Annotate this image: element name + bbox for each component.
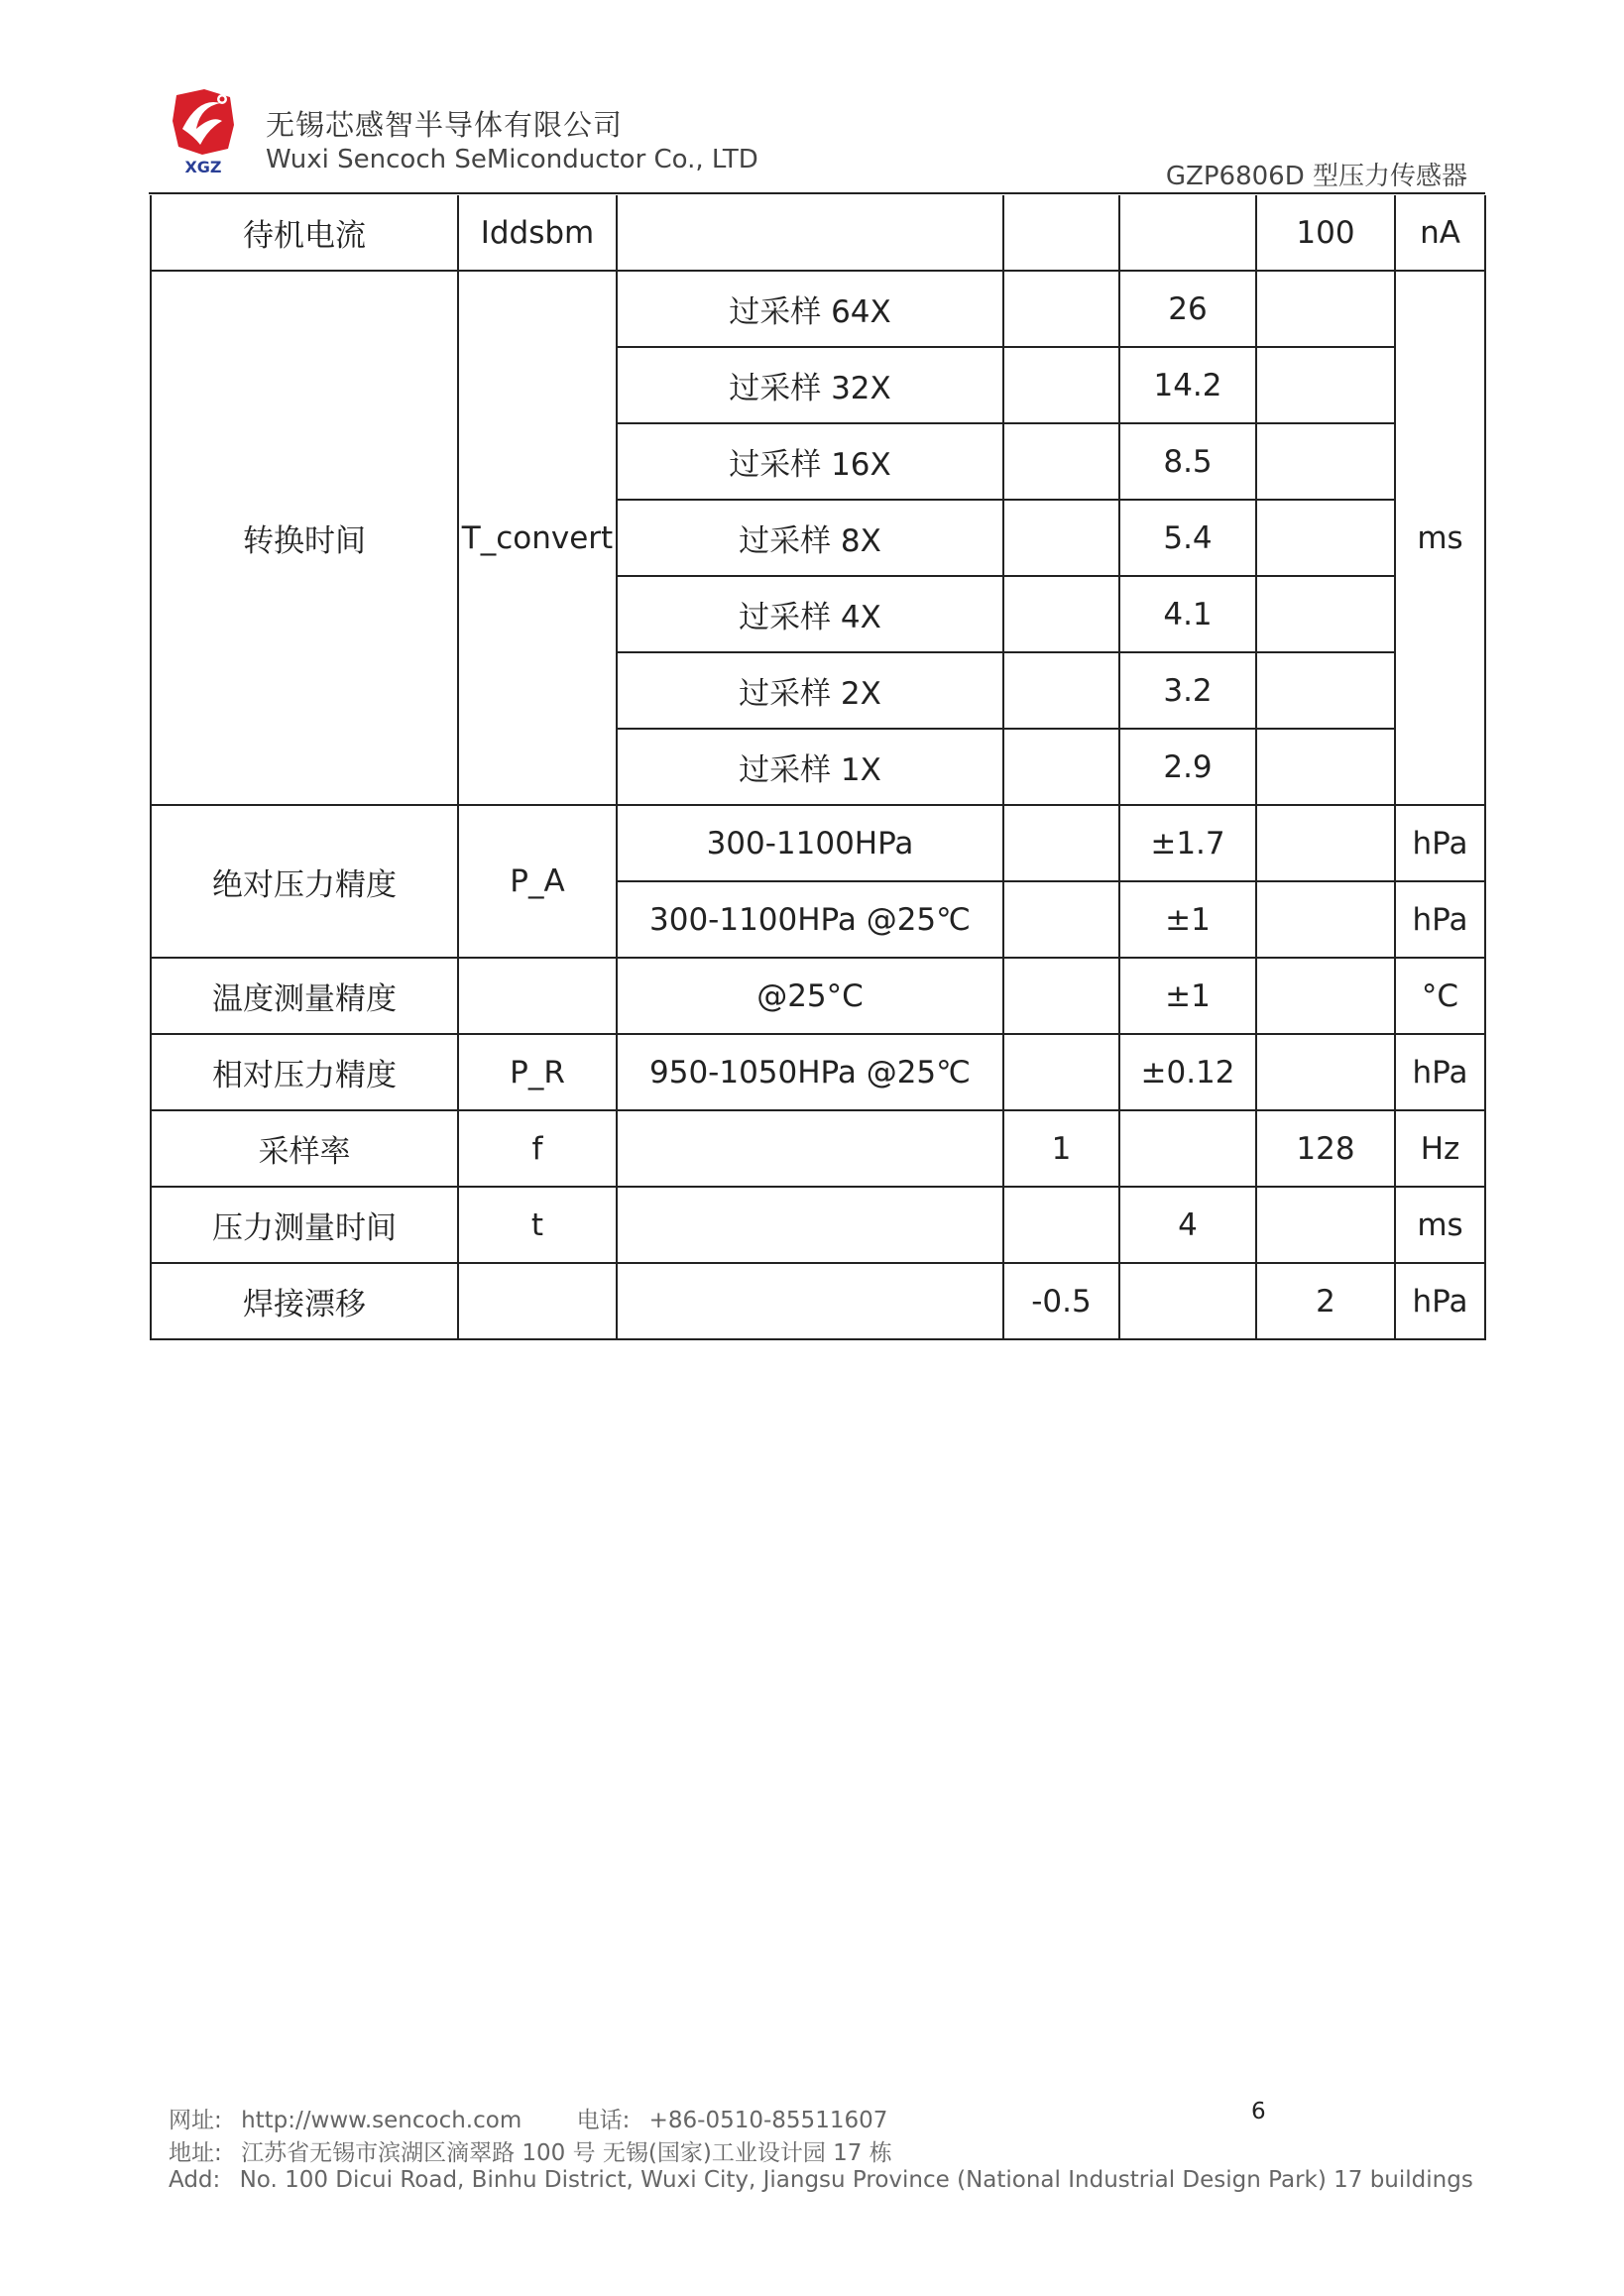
typ-cell: 4.1 (1119, 576, 1256, 652)
address-en: No. 100 Dicui Road, Binhu District, Wuxi City, Jiangsu Province (National Industrial Design Park) 17 buildings (239, 2167, 1473, 2193)
max-cell (1256, 958, 1395, 1034)
symbol-cell (458, 958, 617, 1034)
condition-cell: 300-1100HPa @25℃ (617, 881, 1003, 958)
address-cn: 江苏省无锡市滨湖区滴翠路 100 号 无锡(国家)工业设计园 17 栋 (241, 2140, 892, 2166)
phone-label: 电话: (576, 2108, 631, 2133)
unit-cell: nA (1395, 195, 1485, 271)
min-cell (1003, 1187, 1119, 1263)
param-name: 绝对压力精度 (151, 805, 458, 958)
condition-cell: 过采样 16X (617, 423, 1003, 500)
typ-cell: 3.2 (1119, 652, 1256, 729)
address-cn-label: 地址: (169, 2140, 222, 2166)
min-cell (1003, 271, 1119, 347)
unit-cell: °C (1395, 958, 1485, 1034)
condition-cell: 过采样 1X (617, 729, 1003, 805)
table-row (151, 805, 1485, 881)
min-cell (1003, 881, 1119, 958)
param-name: 待机电流 (151, 195, 458, 271)
min-cell: -0.5 (1003, 1263, 1119, 1339)
condition-cell (617, 1187, 1003, 1263)
typ-cell: 2.9 (1119, 729, 1256, 805)
unit-cell: hPa (1395, 1034, 1485, 1110)
table-row (151, 1110, 1485, 1187)
unit-cell: hPa (1395, 1263, 1485, 1339)
max-cell: 2 (1256, 1263, 1395, 1339)
table-row (151, 195, 1485, 271)
address-en-label: Add: (169, 2167, 221, 2193)
condition-cell (617, 1263, 1003, 1339)
typ-cell: 5.4 (1119, 500, 1256, 576)
table-row (151, 271, 1485, 347)
param-name: 转换时间 (151, 271, 458, 805)
typ-cell: ±1 (1119, 881, 1256, 958)
typ-cell (1119, 1263, 1256, 1339)
spec-table (150, 195, 1486, 1340)
min-cell (1003, 195, 1119, 271)
max-cell (1256, 1034, 1395, 1110)
max-cell (1256, 729, 1395, 805)
symbol-cell: t (458, 1187, 617, 1263)
min-cell (1003, 423, 1119, 500)
max-cell (1256, 500, 1395, 576)
company-name-en: Wuxi Sencoch SeMiconductor Co., LTD (266, 145, 758, 174)
table-row (151, 1187, 1485, 1263)
typ-cell: 14.2 (1119, 347, 1256, 423)
symbol-cell: f (458, 1110, 617, 1187)
table-row (151, 958, 1485, 1034)
table-row (151, 1034, 1485, 1110)
header-divider (149, 192, 1485, 194)
typ-cell: 8.5 (1119, 423, 1256, 500)
max-cell (1256, 271, 1395, 347)
max-cell (1256, 881, 1395, 958)
typ-cell (1119, 1110, 1256, 1187)
max-cell (1256, 347, 1395, 423)
footer-address-en (169, 2167, 1473, 2193)
symbol-cell: T_convert (458, 271, 617, 805)
typ-cell: ±1 (1119, 958, 1256, 1034)
unit-cell: ms (1395, 1187, 1485, 1263)
footer-address-cn (169, 2134, 892, 2167)
condition-cell (617, 195, 1003, 271)
condition-cell: 过采样 8X (617, 500, 1003, 576)
max-cell (1256, 805, 1395, 881)
unit-cell: hPa (1395, 805, 1485, 881)
typ-cell: 4 (1119, 1187, 1256, 1263)
min-cell (1003, 500, 1119, 576)
unit-cell: ms (1395, 271, 1485, 805)
unit-cell: hPa (1395, 881, 1485, 958)
typ-cell: ±1.7 (1119, 805, 1256, 881)
document-title: GZP6806D 型压力传感器 (1165, 162, 1467, 191)
min-cell (1003, 958, 1119, 1034)
symbol-cell: Iddsbm (458, 195, 617, 271)
param-name: 温度测量精度 (151, 958, 458, 1034)
condition-cell: 过采样 64X (617, 271, 1003, 347)
condition-cell: 过采样 4X (617, 576, 1003, 652)
website-label: 网址: (169, 2108, 222, 2133)
website-link[interactable]: http://www.sencoch.com (241, 2108, 522, 2133)
footer-contact-line (169, 2102, 887, 2134)
typ-cell: ±0.12 (1119, 1034, 1256, 1110)
company-name-cn: 无锡芯感智半导体有限公司 (266, 108, 624, 142)
condition-cell: 950-1050HPa @25℃ (617, 1034, 1003, 1110)
condition-cell (617, 1110, 1003, 1187)
phone-number: +86-0510-85511607 (648, 2108, 888, 2133)
typ-cell: 26 (1119, 271, 1256, 347)
min-cell: 1 (1003, 1110, 1119, 1187)
min-cell (1003, 1034, 1119, 1110)
max-cell (1256, 423, 1395, 500)
max-cell: 100 (1256, 195, 1395, 271)
max-cell: 128 (1256, 1110, 1395, 1187)
page-number: 6 (1251, 2099, 1266, 2124)
param-name: 相对压力精度 (151, 1034, 458, 1110)
condition-cell: @25°C (617, 958, 1003, 1034)
condition-cell: 过采样 2X (617, 652, 1003, 729)
symbol-cell: P_R (458, 1034, 617, 1110)
condition-cell: 300-1100HPa (617, 805, 1003, 881)
param-name: 焊接漂移 (151, 1263, 458, 1339)
min-cell (1003, 652, 1119, 729)
condition-cell: 过采样 32X (617, 347, 1003, 423)
param-name: 采样率 (151, 1110, 458, 1187)
unit-cell: Hz (1395, 1110, 1485, 1187)
max-cell (1256, 652, 1395, 729)
min-cell (1003, 729, 1119, 805)
max-cell (1256, 576, 1395, 652)
max-cell (1256, 1187, 1395, 1263)
param-name: 压力测量时间 (151, 1187, 458, 1263)
logo-emblem-icon (173, 89, 234, 155)
symbol-cell (458, 1263, 617, 1339)
table-row (151, 1263, 1485, 1339)
min-cell (1003, 347, 1119, 423)
company-logo (169, 85, 238, 176)
typ-cell (1119, 195, 1256, 271)
symbol-cell: P_A (458, 805, 617, 958)
min-cell (1003, 576, 1119, 652)
min-cell (1003, 805, 1119, 881)
logo-text: XGZ (184, 158, 222, 176)
